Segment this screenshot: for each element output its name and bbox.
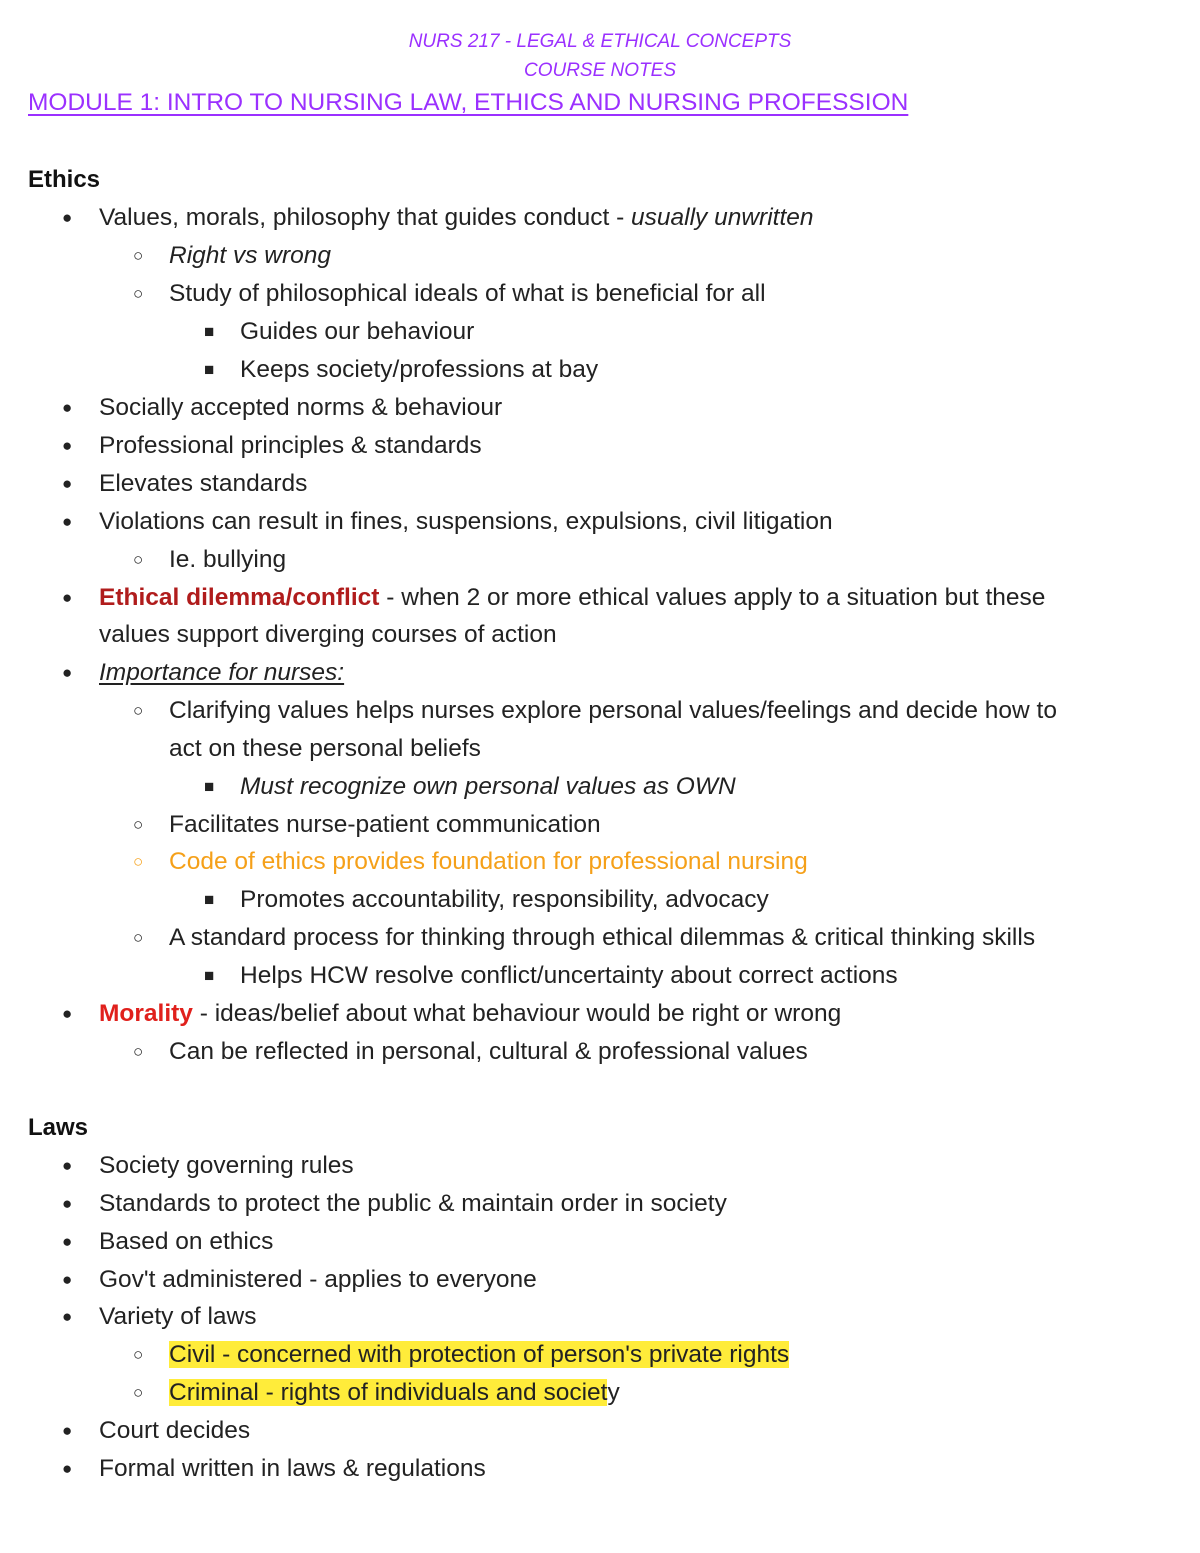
bullet-disc: ● [62, 1270, 73, 1289]
list-item: Keeps society/professions at bay [240, 356, 599, 383]
list-item: Can be reflected in personal, cultural & professional values [169, 1038, 808, 1065]
list-item: Court decides [99, 1417, 251, 1444]
bullet-circle: ○ [133, 284, 144, 303]
highlighted-text: Criminal - rights of individuals and societ [169, 1379, 608, 1406]
list-item [169, 1340, 789, 1370]
ethics-heading: Ethics [28, 166, 101, 193]
list-item: Ie. bullying [169, 546, 287, 573]
list-item: Study of philosophical ideals of what is beneficial for all [169, 280, 766, 307]
list-item: Society governing rules [99, 1152, 354, 1179]
list-item: Helps HCW resolve conflict/uncertainty about correct actions [240, 962, 898, 989]
list-item: Criminal - rights of individuals and society [169, 1379, 620, 1406]
bullet-disc: ● [62, 1232, 73, 1251]
bullet-circle: ○ [133, 928, 144, 947]
list-item: Elevates standards [99, 470, 308, 497]
list-item: Values, morals, philosophy that guides conduct - usually unwritten [99, 204, 814, 231]
bullet-circle: ○ [133, 550, 144, 569]
bullet-circle: ○ [133, 815, 144, 834]
bullet-disc: ● [62, 1307, 73, 1326]
list-item: Promotes accountability, responsibility, advocacy [240, 886, 769, 913]
list-item: Must recognize own personal values as OWN [240, 773, 736, 800]
bullet-disc: ● [62, 474, 73, 493]
bullet-square: ■ [204, 777, 215, 796]
bullet-disc: ● [62, 663, 73, 682]
list-item: Formal written in laws & regulations [99, 1455, 486, 1482]
list-item-continuation: act on these personal beliefs [169, 735, 481, 762]
bullet-circle: ○ [133, 1042, 144, 1061]
bullet-circle: ○ [133, 701, 144, 720]
list-item-continuation: values support diverging courses of action [99, 621, 557, 648]
list-item: Importance for nurses: [99, 659, 345, 686]
bullet-disc: ● [62, 588, 73, 607]
list-item: Morality - ideas/belief about what behaviour would be right or wrong [99, 1000, 842, 1027]
bullet-circle: ○ [133, 246, 144, 265]
bullet-disc: ● [62, 398, 73, 417]
course-subtitle: COURSE NOTES [523, 60, 677, 81]
bullet-disc: ● [62, 1004, 73, 1023]
list-item: Professional principles & standards [99, 432, 482, 459]
term-ethical-dilemma: Ethical dilemma/conflict [99, 584, 380, 611]
bullet-disc: ● [62, 436, 73, 455]
bullet-disc: ● [62, 512, 73, 531]
list-item: Variety of laws [99, 1303, 257, 1330]
bullet-disc: ● [62, 1156, 73, 1175]
list-item: Clarifying values helps nurses explore personal values/feelings and decide how to [169, 697, 1057, 724]
list-item: Violations can result in fines, suspensions, expulsions, civil litigation [99, 508, 833, 535]
bullet-circle: ○ [133, 1345, 144, 1364]
list-item: Gov't administered - applies to everyone [99, 1266, 537, 1293]
list-item: Standards to protect the public & maintain order in society [99, 1190, 727, 1217]
laws-heading: Laws [28, 1114, 89, 1141]
list-item: Guides our behaviour [240, 318, 475, 345]
list-item: Ethical dilemma/conflict - when 2 or more ethical values apply to a situation but these [99, 584, 1046, 611]
bullet-disc: ● [62, 1421, 73, 1440]
bullet-square: ■ [204, 360, 215, 379]
bullet-square: ■ [204, 322, 215, 341]
list-item: Code of ethics provides foundation for professional nursing [169, 848, 808, 875]
bullet-square: ■ [204, 966, 215, 985]
list-item: A standard process for thinking through ethical dilemmas & critical thinking skills [169, 924, 1036, 951]
bullet-circle: ○ [133, 1383, 144, 1402]
list-item: Socially accepted norms & behaviour [99, 394, 503, 421]
bullet-square: ■ [204, 890, 215, 909]
course-title: NURS 217 - LEGAL & ETHICAL CONCEPTS [408, 31, 792, 52]
highlighted-text: Civil - concerned with protection of person's private rights [169, 1341, 790, 1368]
list-item: Facilitates nurse-patient communication [169, 811, 601, 838]
module-title: MODULE 1: INTRO TO NURSING LAW, ETHICS AND NURSING PROFESSION [28, 89, 909, 116]
bullet-circle: ○ [133, 852, 144, 871]
list-item: Based on ethics [99, 1228, 274, 1255]
bullet-disc: ● [62, 208, 73, 227]
list-item: Right vs wrong [169, 242, 332, 269]
term-morality: Morality [99, 1000, 193, 1027]
bullet-disc: ● [62, 1459, 73, 1478]
bullet-disc: ● [62, 1194, 73, 1213]
